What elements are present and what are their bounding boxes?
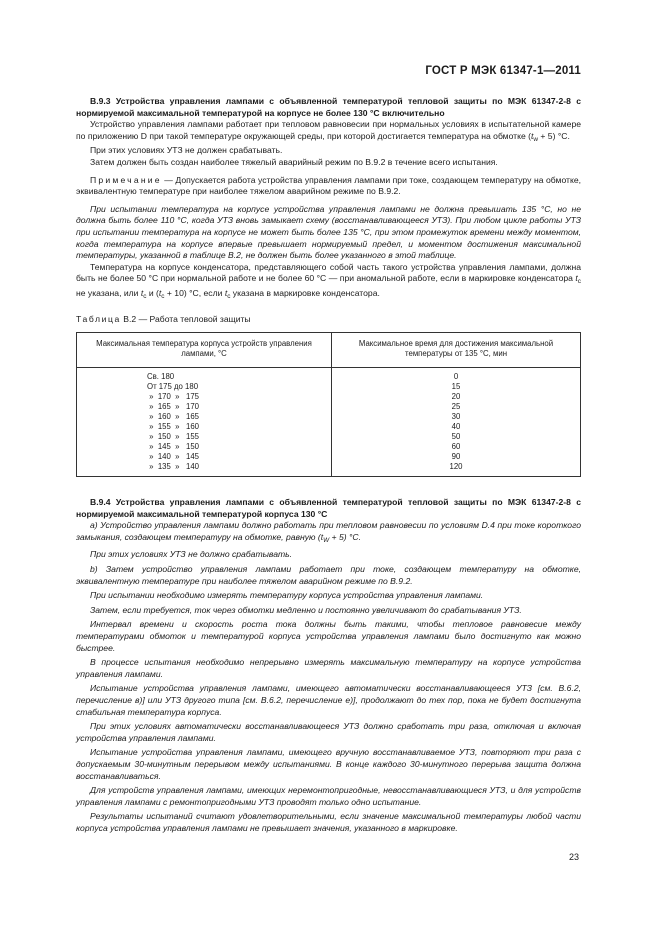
item-a	[76, 520, 581, 546]
table-header-row	[77, 333, 581, 368]
symbol-t: t	[531, 130, 534, 141]
item-a-text: а) Устройство управления лампами должно работать при тепловом равновесии по условиям D.4 при токе короткого замыкания, создающем температуру на обмотке, равную (	[76, 520, 581, 542]
time-cell: 50	[451, 432, 461, 442]
symbol-t: t	[224, 287, 228, 298]
paragraph-interval: Интервал времени и скорость роста тока должны быть такими, чтобы тепловое равновесие между температурами обмоток и температурой корпуса устройства управления лампами было достигнуто как можно быстрее.	[76, 619, 581, 653]
paragraph-increase-current: Затем, если требуется, ток через обмотки медленно и постоянно увеличивают до срабатывания УТЗ.	[90, 604, 522, 615]
column-header-temperature: Максимальная температура корпуса устройств управления лампами, °С	[77, 333, 332, 368]
section-heading-b94: В.9.4 Устройства управления лампами с объявленной температурой тепловой защиты по МЭК 61347-2-8 с нормируемой максимальной температурой корпуса 130 °С	[76, 497, 581, 519]
page-content	[76, 96, 581, 835]
capacitor-text-e: указана в маркировке конденсатора.	[230, 287, 380, 298]
standard-header: ГОСТ Р МЭК 61347-1—2011	[425, 65, 581, 77]
table-caption	[76, 314, 581, 326]
paragraph-continuous-measure: В процессе испытания необходимо непрерывно измерять максимальную температуру на корпусе устройства управления лампами.	[76, 657, 581, 679]
time-cell: 20	[451, 392, 461, 402]
item-a-end: + 5) °С.	[329, 531, 362, 542]
subscript-c: c	[577, 278, 581, 286]
paragraph-no-trip: При этих условиях УТЗ не должен срабатывать.	[90, 145, 283, 156]
capacitor-text-d: + 10) °С, если	[164, 287, 225, 298]
capacitor-text-b: не указана, или	[76, 287, 141, 298]
thermal-protection-table	[76, 332, 581, 477]
note-paragraph	[76, 175, 581, 198]
symbol-t: t	[320, 531, 324, 542]
paragraph-text-end: + 5) °С.	[538, 130, 570, 141]
symbol-t: t	[140, 287, 144, 298]
capacitor-text-c: и (	[146, 287, 159, 298]
paragraph-non-repairable: Для устройств управления лампами, имеющих неремонтопригодные, невосстанавливающиеся УТЗ, и для устройств управления лампами с ремонтопригодными УТЗ проводят только одно испытание.	[76, 785, 581, 807]
temperature-cell: От 175 до 180	[147, 382, 199, 392]
subscript-c: c	[143, 292, 147, 300]
time-cell: 120	[449, 462, 463, 472]
temperature-column	[77, 368, 332, 477]
item-b: b) Затем устройство управления лампами работает при токе, создающем температуру на обмотке, эквивалентную температуре при наиболее тяжелом аварийном режиме по В.9.2.	[76, 564, 581, 586]
paragraph-fault-mode: Затем должен быть создан наиболее тяжелый аварийный режим по В.9.2 в течение всего испытания.	[90, 156, 498, 167]
temperature-cell: » 145 » 150	[147, 442, 200, 452]
table-caption-text: В.2 — Работа тепловой защиты	[120, 313, 251, 324]
time-cell: 0	[453, 372, 459, 382]
paragraph-three-times: При этих условиях автоматически восстанавливающееся УТЗ должно сработать три раза, отключая и включая устройства управления лампами.	[76, 721, 581, 743]
column-header-time: Максимальное время для достижения максимальной температуры от 135 °С, мин	[332, 333, 581, 368]
page-number: 23	[568, 852, 579, 862]
temperature-cell: » 165 » 170	[147, 402, 200, 412]
time-cell: 25	[451, 402, 461, 412]
symbol-t: t	[575, 273, 578, 284]
subscript-w: W	[323, 536, 330, 544]
section-heading-b93: В.9.3 Устройства управления лампами с объявленной температурой тепловой защиты по МЭК 61347-2-8 с нормируемой максимальной температурой на корпусе не более 130 °С включительно	[76, 96, 581, 118]
temperature-cell: » 135 » 140	[147, 462, 200, 472]
paragraph-measure-case: При испытании необходимо измерять температуру корпуса устройства управления лампами.	[90, 590, 484, 601]
temperature-cell: » 160 » 165	[147, 412, 200, 422]
symbol-t: t	[158, 287, 162, 298]
temperature-cell: » 155 » 160	[147, 422, 200, 432]
temperature-cell: Св. 180	[147, 372, 175, 382]
subscript-w: w	[533, 135, 539, 143]
temperature-cell: » 150 » 155	[147, 432, 200, 442]
time-cell: 60	[451, 442, 461, 452]
capacitor-text-a: Температура на корпусе конденсатора, представляющего собой часть такого устройства управления лампами, должна быть не более 50 °С при нормальной работе и не более 60 °С — при аномальной работе, если в маркировке конденсатора	[76, 261, 581, 284]
subscript-c: c	[227, 292, 231, 300]
time-cell: 15	[451, 382, 461, 392]
table-caption-label: Таблица	[76, 313, 121, 324]
note-label: Примечание	[90, 174, 162, 185]
time-column	[332, 368, 581, 477]
paragraph-auto-reset-test: Испытание устройства управления лампами, имеющего автоматически восстанавливающееся УТЗ [см. В.6.2, перечисление в)] или УТЗ другого типа [см. В.6.2, перечисление е)], продолжают до тех пор, пока не будет достигнута стабильная температура корпуса.	[76, 683, 581, 717]
paragraph-conditions	[76, 119, 581, 145]
time-cell: 40	[451, 422, 461, 432]
italic-paragraph-case-temp: При испытании температура на корпусе устройства управления лампами не должна превышать 135 °С, но не должна быть более 110 °С, когда УТЗ вновь замыкает схему (восстанавливающееся УТЗ). При любом цикле работы УТЗ при испытании температура на корпусе не может быть более 135 °С, при этом промежуток времени между моментом, когда температура на корпусе впервые превышает нормируемый предел, и моментом достижения максимальной температуры, указанной в таблице В.2, не должен быть более указанного в этой таблице.	[76, 203, 581, 261]
subscript-c: c	[161, 292, 165, 300]
paragraph-results: Результаты испытаний считают удовлетворительными, если значение максимальной температуры любой части корпуса устройства управления лампами не превышает значения, указанного в маркировке.	[76, 811, 581, 833]
item-a-note: При этих условиях УТЗ не должно срабатывать.	[90, 549, 293, 560]
temperature-cell: » 140 » 145	[147, 452, 200, 462]
time-cell: 90	[451, 452, 461, 462]
time-cell: 30	[451, 412, 461, 422]
paragraph-text: Устройство управления лампами работает при тепловом равновесии при нормальных условиях в испытательной камере по приложению D при такой температуре окружающей среды, при которой достигается температура на обмотке (	[76, 119, 581, 141]
table-body-row	[77, 368, 581, 477]
paragraph-capacitor	[76, 262, 581, 303]
note-text: — Допускается работа устройства управления лампами при токе, создающем температуру на обмотке, эквивалентную температуре при наиболее тяжелом аварийном режиме по В.9.2.	[76, 174, 581, 197]
temperature-cell: » 170 » 175	[147, 392, 200, 402]
paragraph-manual-reset: Испытание устройства управления лампами, имеющего вручную восстанавливаемое УТЗ, повторяют три раза с допускаемым 30-минутным перерывом между испытаниями. В конце каждого 30-минутного перерыва защита должна восстанавливаться.	[76, 747, 581, 781]
